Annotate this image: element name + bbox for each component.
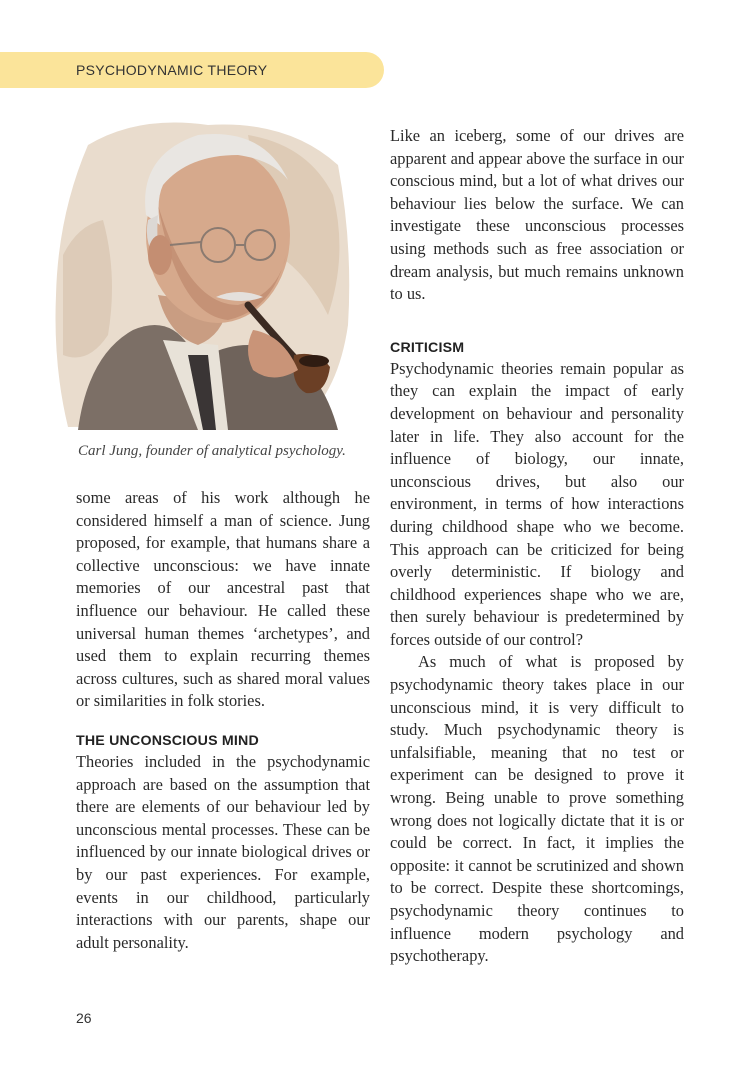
- unconscious-mind-paragraph: Theories included in the psychodynamic approach are based on the assumption that there are elements of our behaviour led by unconscious mental processes. These can be influenced by our innate biological drives or by our past experiences. For example, events in our childhood, particularly interactions with our parents, shape our adult personality.: [76, 751, 370, 952]
- criticism-paragraph-2: As much of what is proposed by psychodynamic theory takes place in our unconscious mind, it is very difficult to study. Much psychodynamic theory is unfalsifiable, meaning that no test or experiment can be designed to prove it wrong. Being unable to prove something wrong does not logically dictate that it is or could be correct. In fact, it implies the opposite: it cannot be scrutinized and shown to be correct. Despite these shortcomings, psychodynamic theory continues to influence modern psychology and psychotherapy.: [390, 652, 684, 966]
- right-column: [390, 125, 684, 968]
- intro-paragraph: some areas of his work although he considered himself a man of science. Jung proposed, for example, that humans share a collective unconscious: we have innate memories of our ancestral past that influence our behaviour. He called these universal human themes ‘archetypes’, and used them to explain recurring themes across cultures, such as shared moral values or similarities in folk stories.: [76, 488, 370, 711]
- chapter-label: PSYCHODYNAMIC THEORY: [76, 62, 268, 78]
- section-heading-criticism: CRITICISM: [390, 339, 465, 356]
- iceberg-paragraph: Like an iceberg, some of our drives are apparent and appear above the surface in our conscious mind, but a lot of what drives our behaviour lies below the surface. We can investigate these unconscious processes using methods such as free association or dream analysis, but much remains unknown to us.: [390, 126, 684, 304]
- figure-caption: Carl Jung, founder of analytical psychology.: [78, 443, 346, 459]
- chapter-tab: [0, 52, 384, 88]
- criticism-paragraph-1: Psychodynamic theories remain popular as they can explain the impact of early development on behaviour and personality later in life. They also account for the influence of biology, our innate, unconscious drives, but also our environment, in terms of how interactions during childhood shape who we become. This approach can be criticized for being overly deterministic. If biology and childhood experiences shape who we are, then surely behaviour is predetermined by forces outside of our control?: [390, 358, 684, 649]
- section-heading-unconscious-mind: THE UNCONSCIOUS MIND: [76, 732, 259, 749]
- left-column: [76, 487, 370, 954]
- portrait-illustration: [48, 105, 358, 430]
- page-number: 26: [76, 1010, 92, 1026]
